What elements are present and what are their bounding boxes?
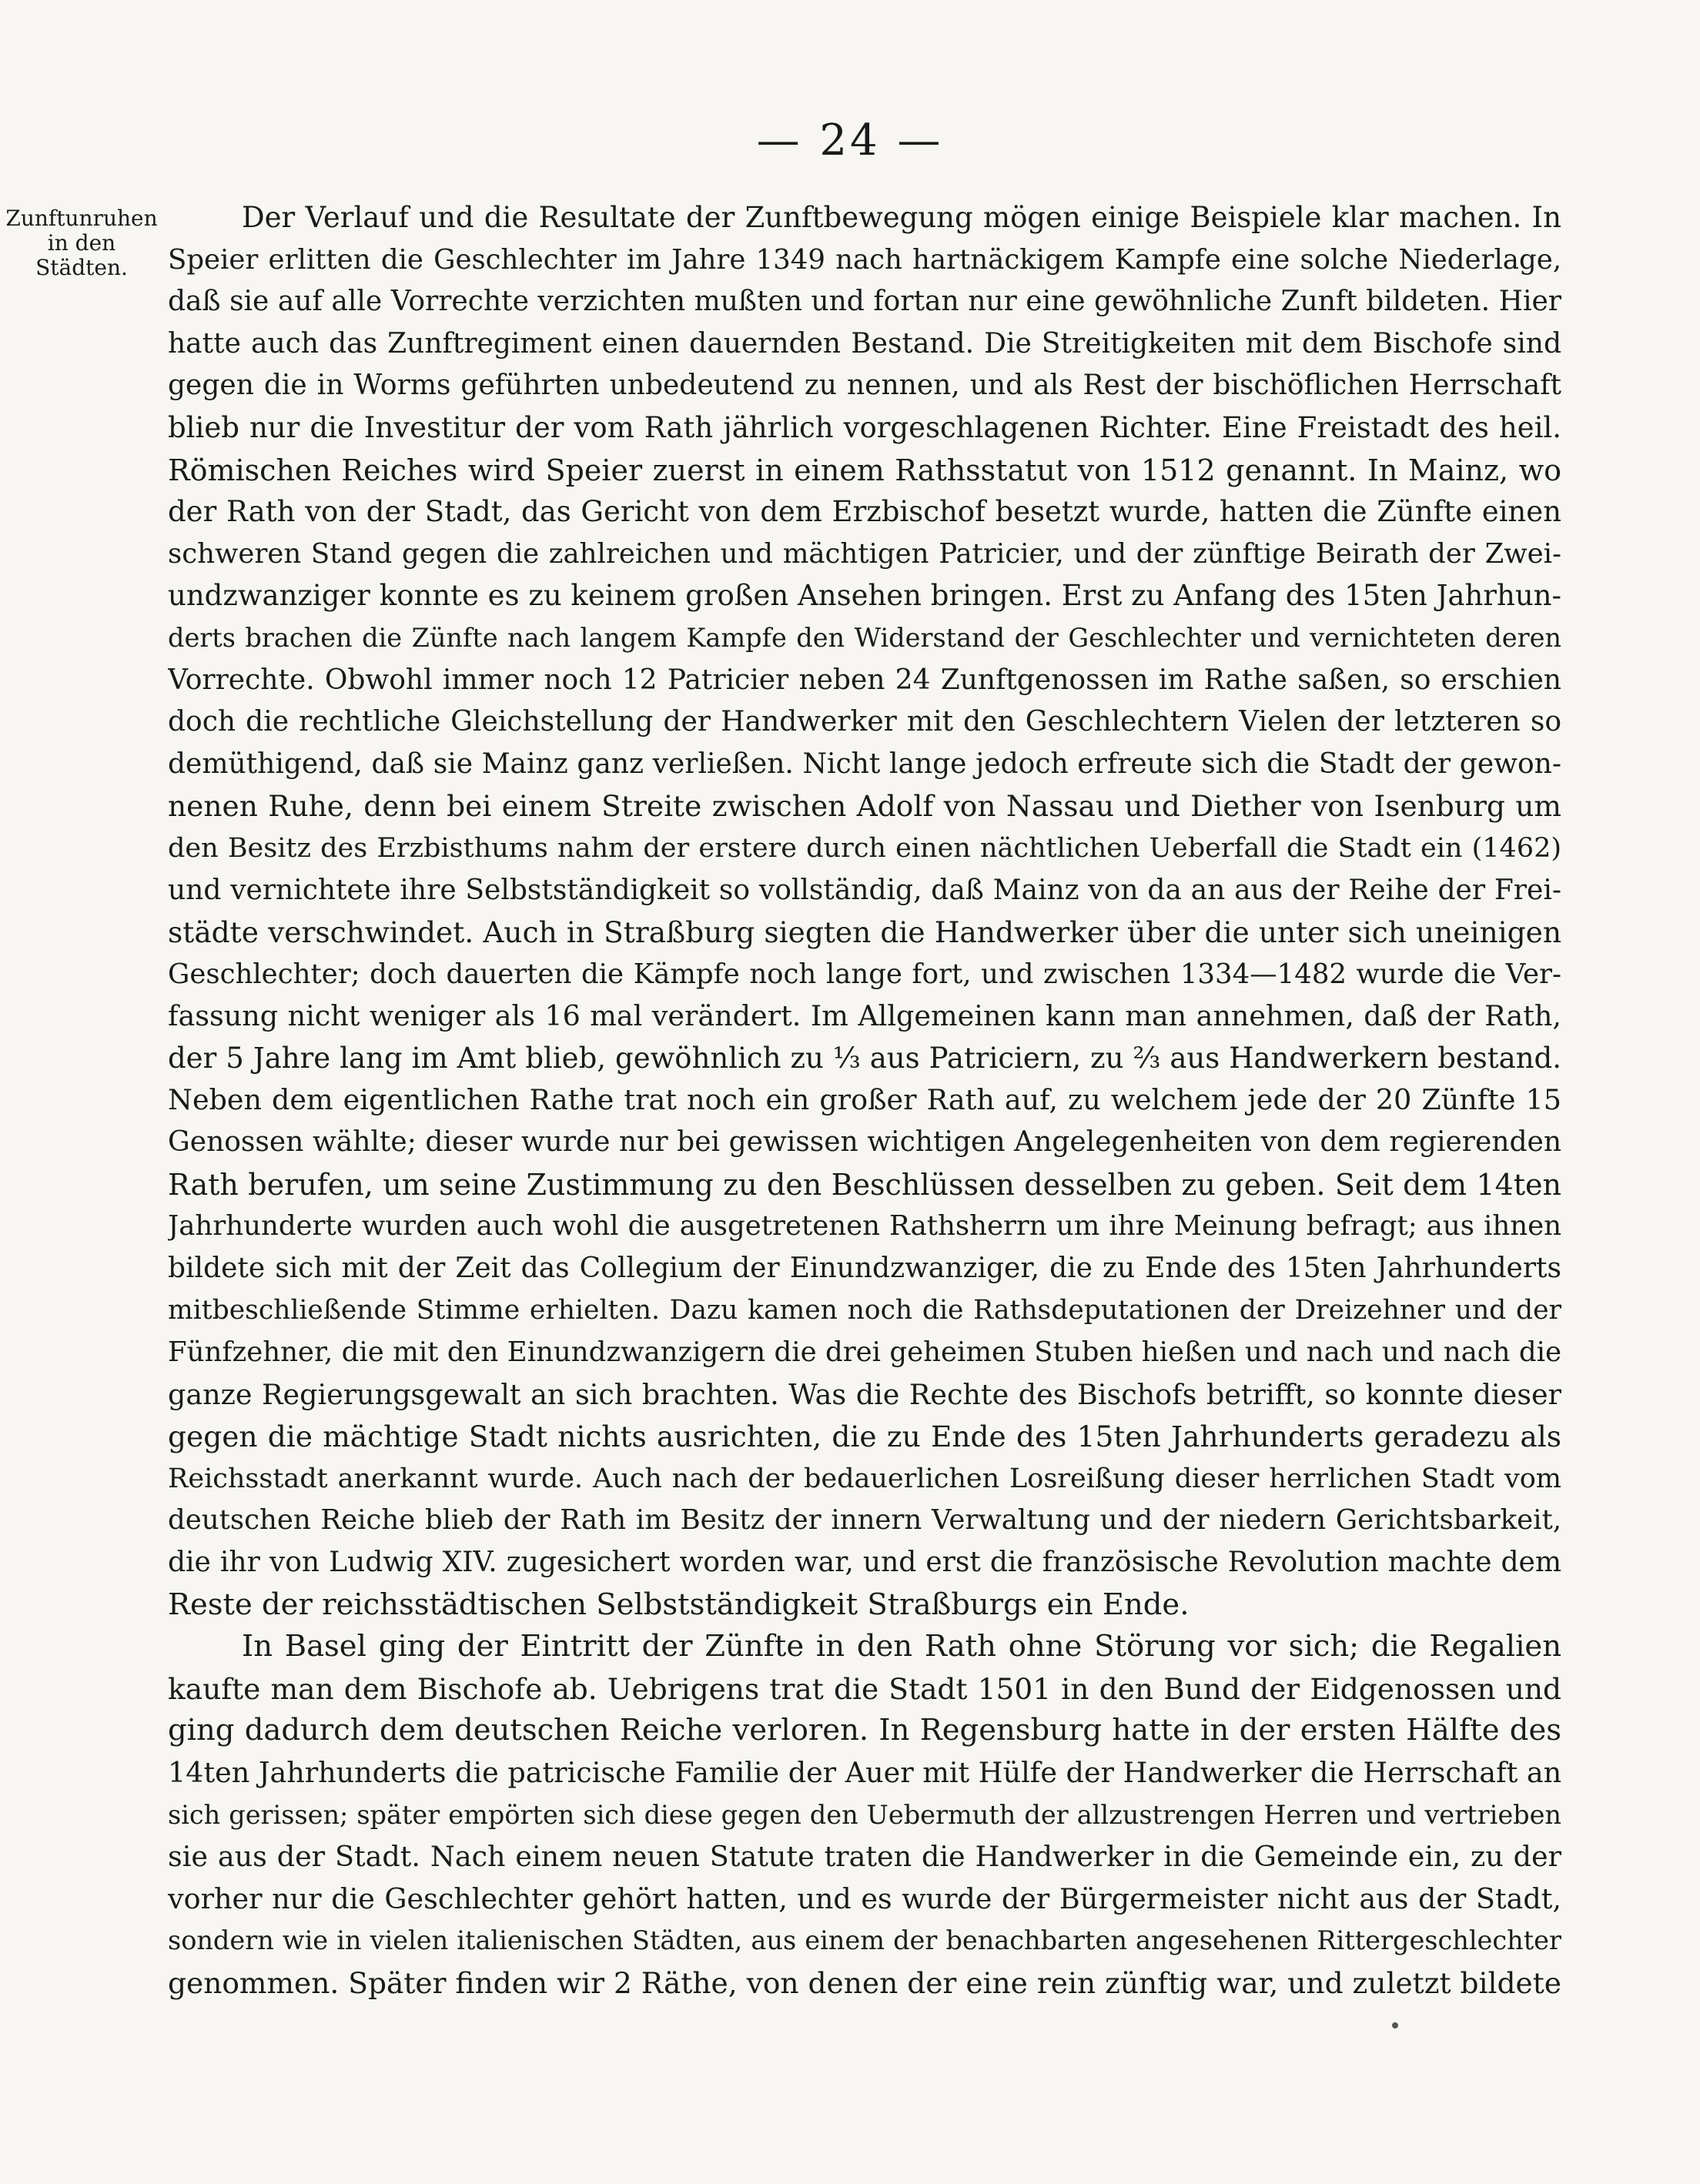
margin-note-line: Zunftunruhen bbox=[5, 206, 158, 231]
text-line: städte verschwindet. Auch in Straßburg siegten die Handwerker über die unter sich uneinigen bbox=[168, 915, 1561, 950]
text-line: ganze Regierungsgewalt an sich brachten. Was die Rechte des Bischofs betrifft, so konnte dieser bbox=[168, 1377, 1561, 1411]
text-line: und vernichtete ihre Selbstständigkeit so vollständig, daß Mainz von da an aus der Reihe der Frei- bbox=[168, 874, 1561, 906]
text-line: daß sie auf alle Vorrechte verzichten mußten und fortan nur eine gewöhnliche Zunft bildeten. Hier bbox=[168, 286, 1561, 318]
text-line: Speier erlitten die Geschlechter im Jahre 1349 nach hartnäckigem Kampfe eine solche Niederlage, bbox=[168, 243, 1561, 276]
margin-note-line: in den bbox=[47, 230, 116, 256]
text-line: Vorrechte. Obwohl immer noch 12 Patricier neben 24 Zunftgenossen im Rathe saßen, so erschien bbox=[168, 664, 1561, 696]
text-line: Reste der reichsstädtischen Selbstständigkeit Straßburgs ein Ende. bbox=[168, 1587, 1190, 1622]
text-line: nenen Ruhe, denn bei einem Streite zwischen Adolf von Nassau und Diether von Isenburg um bbox=[168, 789, 1561, 824]
text-line: der Rath von der Stadt, das Gericht von dem Erzbischof besetzt wurde, hatten die Zünfte einen bbox=[168, 495, 1561, 529]
text-line: 14ten Jahrhunderts die patricische Familie der Auer mit Hülfe der Handwerker die Herrschaft an bbox=[168, 1755, 1561, 1789]
text-line: blieb nur die Investitur der vom Rath jährlich vorgeschlagenen Richter. Eine Freistadt des heil. bbox=[168, 410, 1561, 444]
text-line: derts brachen die Zünfte nach langem Kampfe den Widerstand der Geschlechter und vernichteten deren bbox=[168, 622, 1561, 653]
text-line: genommen. Später finden wir 2 Räthe, von denen der eine rein zünftig war, und zuletzt bildete bbox=[168, 1965, 1561, 2000]
text-line: den Besitz des Erzbisthums nahm der erstere durch einen nächtlichen Ueberfall die Stadt ein (1462) bbox=[168, 832, 1561, 864]
text-line: mitbeschließende Stimme erhielten. Dazu kamen noch die Rathsdeputationen der Dreizehner und der bbox=[168, 1295, 1561, 1326]
text-line: deutschen Reiche blieb der Rath im Besitz der innern Verwaltung und der niedern Gerichtsbarkeit, bbox=[168, 1504, 1561, 1537]
text-line: schweren Stand gegen die zahlreichen und mächtigen Patricier, und der zünftige Beirath der Zwei- bbox=[168, 537, 1561, 570]
ink-dot bbox=[1392, 2022, 1398, 2028]
text-line: Geschlechter; doch dauerten die Kämpfe noch lange fort, und zwischen 1334—1482 wurde die Ver- bbox=[168, 958, 1561, 990]
text-line: gegen die in Worms geführten unbedeutend zu nennen, und als Rest der bischöflichen Herrschaft bbox=[168, 370, 1561, 402]
text-line: Jahrhunderte wurden auch wohl die ausgetretenen Rathsherrn um ihre Meinung befragt; aus ihnen bbox=[168, 1210, 1561, 1243]
margin-note-line: Städten. bbox=[35, 255, 128, 280]
text-line: sondern wie in vielen italienischen Städten, aus einem der benachbarten angesehenen Rittergeschlechter bbox=[168, 1925, 1561, 1956]
text-line: die ihr von Ludwig XIV. zugesichert worden war, und erst die französische Revolution machte dem bbox=[168, 1547, 1561, 1578]
text-line: Neben dem eigentlichen Rathe trat noch ein großer Rath auf, zu welchem jede der 20 Zünfte 15 bbox=[168, 1083, 1561, 1117]
margin-note bbox=[5, 206, 159, 280]
text-line: vorher nur die Geschlechter gehört hatten, und es wurde der Bürgermeister nicht aus der Stadt, bbox=[168, 1881, 1561, 1915]
text-line: sie aus der Stadt. Nach einem neuen Statute traten die Handwerker in die Gemeinde ein, zu der bbox=[168, 1840, 1561, 1874]
text-line: Reichsstadt anerkannt wurde. Auch nach der bedauerlichen Losreißung dieser herrlichen Stadt vom bbox=[168, 1463, 1561, 1494]
text-line: Der Verlauf und die Resultate der Zunftbewegung mögen einige Beispiele klar machen. In bbox=[242, 201, 1561, 234]
text-line: kaufte man dem Bischofe ab. Uebrigens trat die Stadt 1501 in den Bund der Eidgenossen und bbox=[168, 1671, 1561, 1706]
text-line: gegen die mächtige Stadt nichts ausrichten, die zu Ende des 15ten Jahrhunderts geradezu als bbox=[168, 1420, 1561, 1454]
page-number: — 24 — bbox=[756, 115, 944, 166]
text-line: hatte auch das Zunftregiment einen dauernden Bestand. Die Streitigkeiten mit dem Bischofe sind bbox=[168, 327, 1561, 360]
text-line: fassung nicht weniger als 16 mal verändert. Im Allgemeinen kann man annehmen, daß der Rath, bbox=[168, 999, 1561, 1033]
text-line: Genossen wählte; dieser wurde nur bei gewissen wichtigen Angelegenheiten von dem regierenden bbox=[168, 1126, 1561, 1159]
text-line: Römischen Reiches wird Speier zuerst in einem Rathsstatut von 1512 genannt. In Mainz, wo bbox=[168, 453, 1561, 487]
text-line: doch die rechtliche Gleichstellung der Handwerker mit den Geschlechtern Vielen der letzteren so bbox=[168, 706, 1561, 738]
text-line: demüthigend, daß sie Mainz ganz verließen. Nicht lange jedoch erfreute sich die Stadt der gewon- bbox=[168, 748, 1561, 780]
body-text bbox=[168, 197, 1561, 2005]
text-line: Rath berufen, um seine Zustimmung zu den Beschlüssen desselben zu geben. Seit dem 14ten bbox=[168, 1167, 1561, 1202]
text-line: undzwanziger konnte es zu keinem großen Ansehen bringen. Erst zu Anfang des 15ten Jahrhun- bbox=[168, 579, 1561, 613]
text-line: Fünfzehner, die mit den Einundzwanzigern die drei geheimen Stuben hießen und nach und nach die bbox=[168, 1336, 1561, 1369]
text-line: ging dadurch dem deutschen Reiche verloren. In Regensburg hatte in der ersten Hälfte des bbox=[168, 1713, 1561, 1748]
text-line: In Basel ging der Eintritt der Zünfte in den Rath ohne Störung vor sich; die Regalien bbox=[242, 1629, 1561, 1664]
text-line: sich gerissen; später empörten sich diese gegen den Uebermuth der allzustrengen Herren und vertrieben bbox=[168, 1799, 1561, 1830]
text-line: bildete sich mit der Zeit das Collegium der Einundzwanziger, die zu Ende des 15ten Jahrhunderts bbox=[168, 1252, 1561, 1284]
text-line: der 5 Jahre lang im Amt blieb, gewöhnlich zu ⅓ aus Patriciern, zu ⅔ aus Handwerkern bestand. bbox=[168, 1041, 1561, 1075]
